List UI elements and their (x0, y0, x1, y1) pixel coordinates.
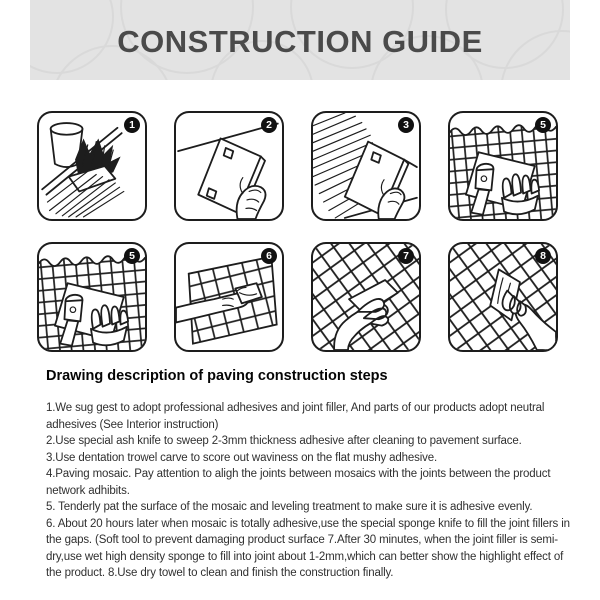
step-number-badge: 7 (398, 248, 414, 264)
instruction-item: 1.We sug gest to adopt professional adhesives and joint filler, And parts of our products adopt neutral adhesives (See Interior instruction) (46, 402, 545, 431)
instruction-item: 4.Paving mosaic. Pay attention to aligh the joints between mosaics with the joints between the product network adhibits. (46, 468, 551, 497)
step-card-6 (174, 242, 284, 352)
instruction-item: 5. Tenderly pat the surface of the mosaic and leveling treatment to make sure it is adhesive evenly. (46, 501, 533, 513)
step-number-badge: 3 (398, 117, 414, 133)
step-card-3 (311, 111, 421, 221)
step-card-4 (448, 111, 558, 221)
step-number-badge: 5 (535, 117, 551, 133)
instruction-item: 2.Use special ash knife to sweep 2-3mm thickness adhesive after cleaning to pavement surface. (46, 435, 522, 447)
step-card-7 (311, 242, 421, 352)
step-number-badge: 6 (261, 248, 277, 264)
description-section (46, 368, 573, 582)
description-heading: Drawing description of paving construction steps (46, 368, 388, 384)
step-number-badge: 2 (261, 117, 277, 133)
construction-steps-grid (37, 111, 562, 352)
step-number-badge: 5 (124, 248, 140, 264)
instruction-item: 6. About 20 hours later when mosaic is totally adhesive,use the special sponge knife to fill the joint fillers in the gaps. (Soft tool to prevent damaging product surface 7.After 30 minutes, when the joint filler is semi-dry,use wet high density sponge to fill into joint about 1-2mm,which can better show the highlight effect of the product. 8.Use dry towel to clean and finish the construction finally. (46, 517, 570, 579)
step-card-8 (448, 242, 558, 352)
step-number-badge: 8 (535, 248, 551, 264)
step-number-badge: 1 (124, 117, 140, 133)
step-card-5 (37, 242, 147, 352)
header-banner (30, 0, 570, 80)
step-card-1 (37, 111, 147, 221)
page-title: CONSTRUCTION GUIDE (117, 24, 483, 59)
instruction-item: 3.Use dentation trowel carve to score out waviness on the flat mushy adhesive. (46, 451, 438, 464)
step-card-2 (174, 111, 284, 221)
